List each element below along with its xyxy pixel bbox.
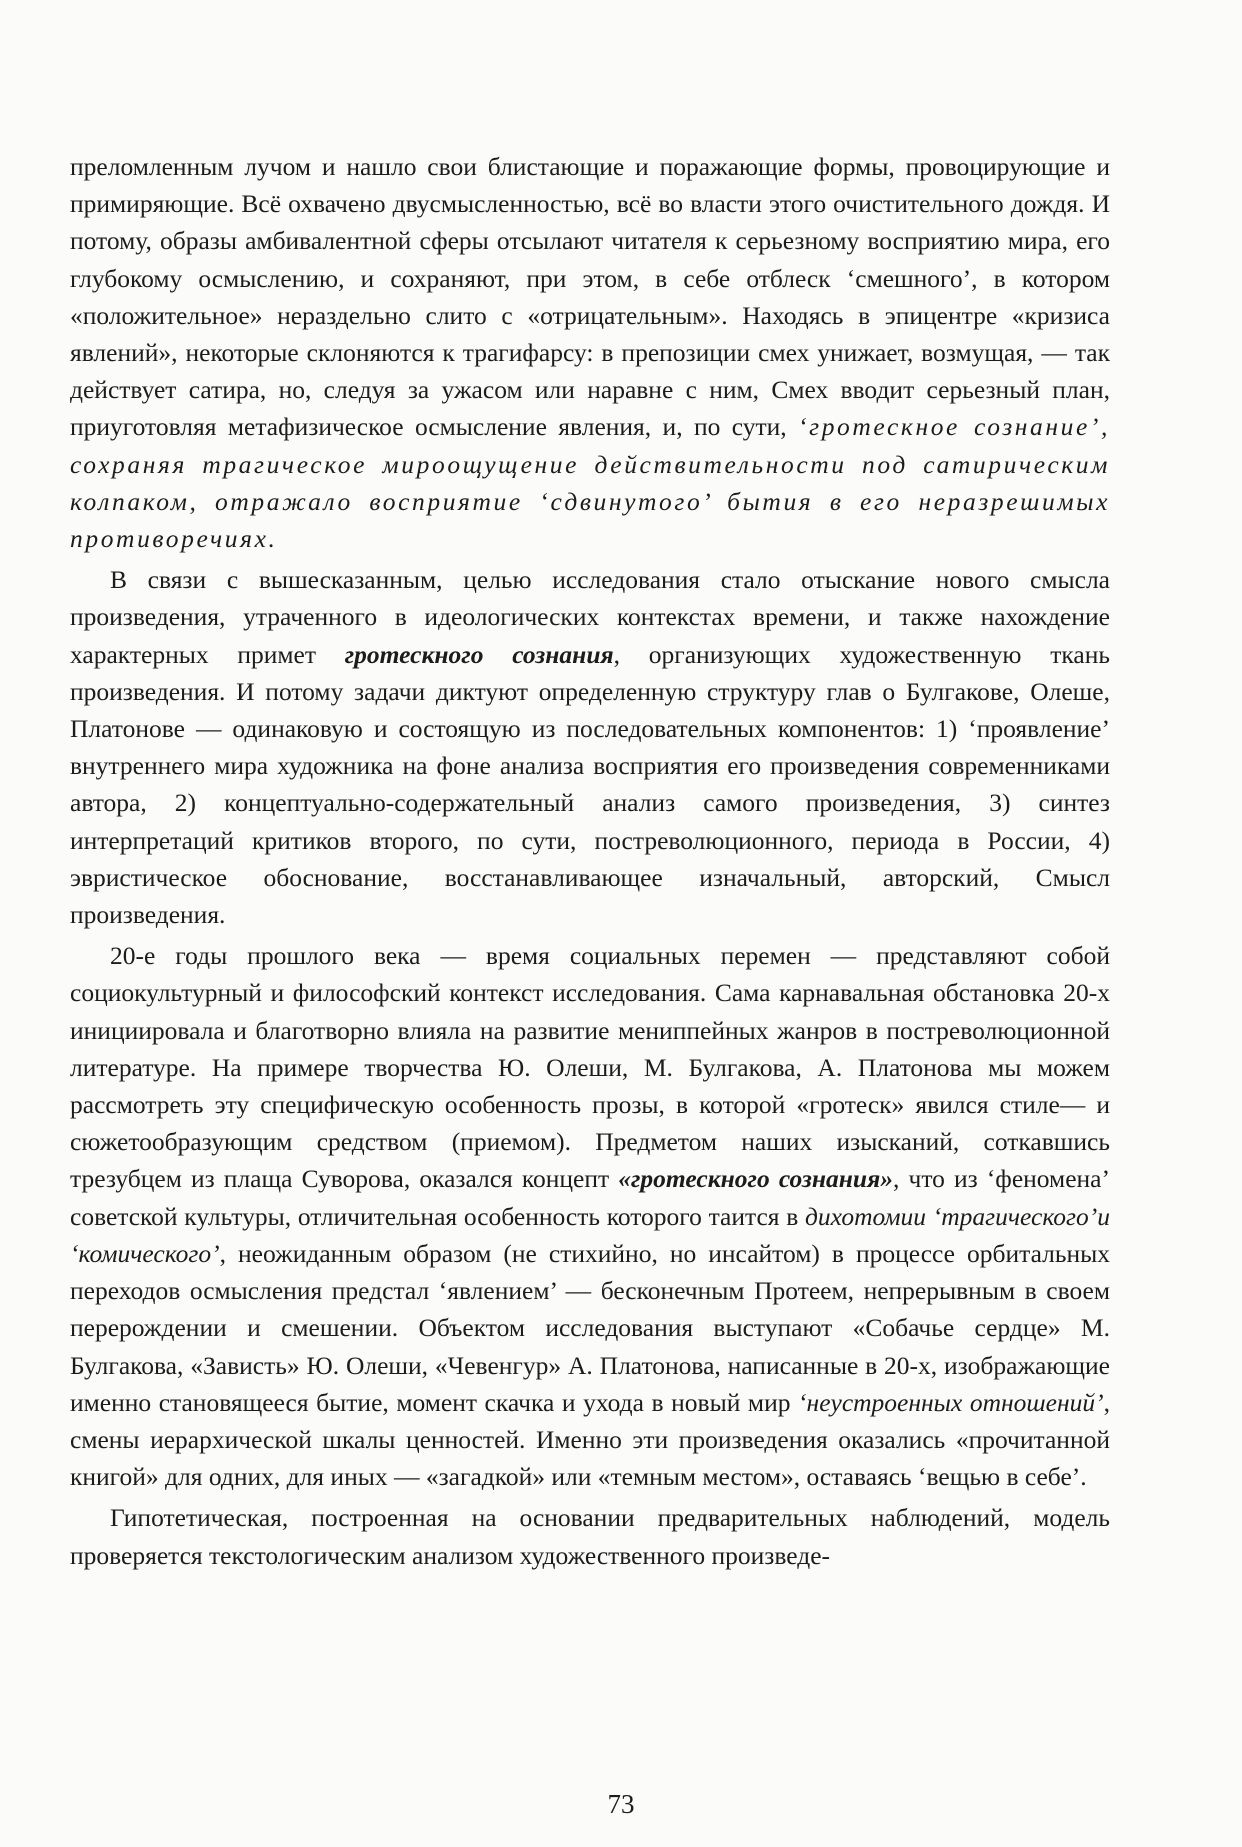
bold-italic-run: «гротескного сознания» [618,1164,893,1194]
italic-run: ‘неустроенных отношений’ [798,1387,1104,1417]
text-run: Гипотетическая, построенная на основании предварительных наблюдений, модель проверяется текстологическим анализом художественного произведе- [70,1503,1110,1570]
text-run: , организующих художественную ткань произведения. И потому задачи диктуют определенную структуру глав о Булгакове, Олеше, Платонове — одинаковую и состоящую из последовательных компонентов: 1) ‘проявление’ внутреннего мира художника на фоне анализа восприятия его произведения современниками автора, 2) концептуально-содержательный анализ самого произведения, 3) синтез интерпретаций критиков второго, по сути, постреволюционного, периода в России, 4) эвристическое обоснование, восстанавливающее изначальный, авторский, Смысл произведения. [70,639,1110,930]
spaced-italic-run: ‘гротескное сознание’, сохраняя трагическое мироощущение действительности под сатирическим колпаком, отражало восприятие ‘сдвинутого’ бытия в его неразрешимых противоречиях. [70,412,1110,554]
paragraph-4 [70,1499,1110,1573]
paragraph-2 [70,561,1110,933]
text-run: , что из ‘феномена’ советской культуры, отличительная особенность которого таится в [70,1164,1110,1231]
paragraph-3 [70,937,1110,1495]
text-run: , неожиданным образом (не стихийно, но инсайтом) в процессе орбитальных переходов осмысления предстал ‘явлением’ — бесконечным Протеем, непрерывным в своем перерождении и смешении. Объектом исследования выступают «Собачье сердце» М. Булгакова, «Зависть» Ю. Олеши, «Чевенгур» А. Платонова, написанные в 20-х, изображающие именно становящееся бытие, момент скачка и ухода в новый мир [70,1238,1110,1417]
italic-run: дихотомии ‘трагического’и ‘комического’ [70,1201,1110,1268]
text-run: , смены иерархической шкалы ценностей. Именно эти произведения оказались «прочитанной книгой» для одних, для иных — «загадкой» или «темным местом», оставаясь ‘вещью в себе’. [70,1387,1110,1492]
paragraph-1 [70,148,1110,557]
text-run: В связи с вышесказанным, целью исследования стало отыскание нового смысла произведения, утраченного в идеологических контекстах времени, и также нахождение характерных примет [70,565,1110,669]
page-number: 73 [607,1789,635,1819]
text-run: преломленным лучом и нашло свои блистающие и поражающие формы, провоцирующие и примиряющие. Всё охвачено двусмысленностью, всё во власти этого очистительного дождя. И потому, образы амбивалентной сферы отсылают читателя к серьезному восприятию мира, его глубокому осмыслению, и сохраняют, при этом, в себе отблеск ‘смешного’, в котором «положительное» нераздельно слито с «отрицательным». Находясь в эпицентре «кризиса явлений», некоторые склоняются к трагифарсу: в препозиции смех унижает, возмущая, — так действует сатира, но, следуя за ужасом или наравне с ним, Смех вводит серьезный план, приуготовляя метафизическое осмысление явления, и, по сути, [70,152,1110,442]
bold-italic-run: гротескного сознания [344,639,614,669]
text-run: 20-е годы прошлого века — время социальных перемен — представляют собой социокультурный и философский контекст исследования. Сама карнавальная обстановка 20-х инициировала и благотворно влияла на развитие мениппейных жанров в постреволюционной литературе. На примере творчества Ю. Олеши, М. Булгакова, А. Платонова мы можем рассмотреть эту специфическую особенность прозы, в которой «гротеск» явился стиле— и сюжетообразующим средством (приемом). Предметом наших изысканий, соткавшись трезубцем из плаща Суворова, оказался концепт [70,941,1110,1194]
body-text [70,148,1110,1574]
